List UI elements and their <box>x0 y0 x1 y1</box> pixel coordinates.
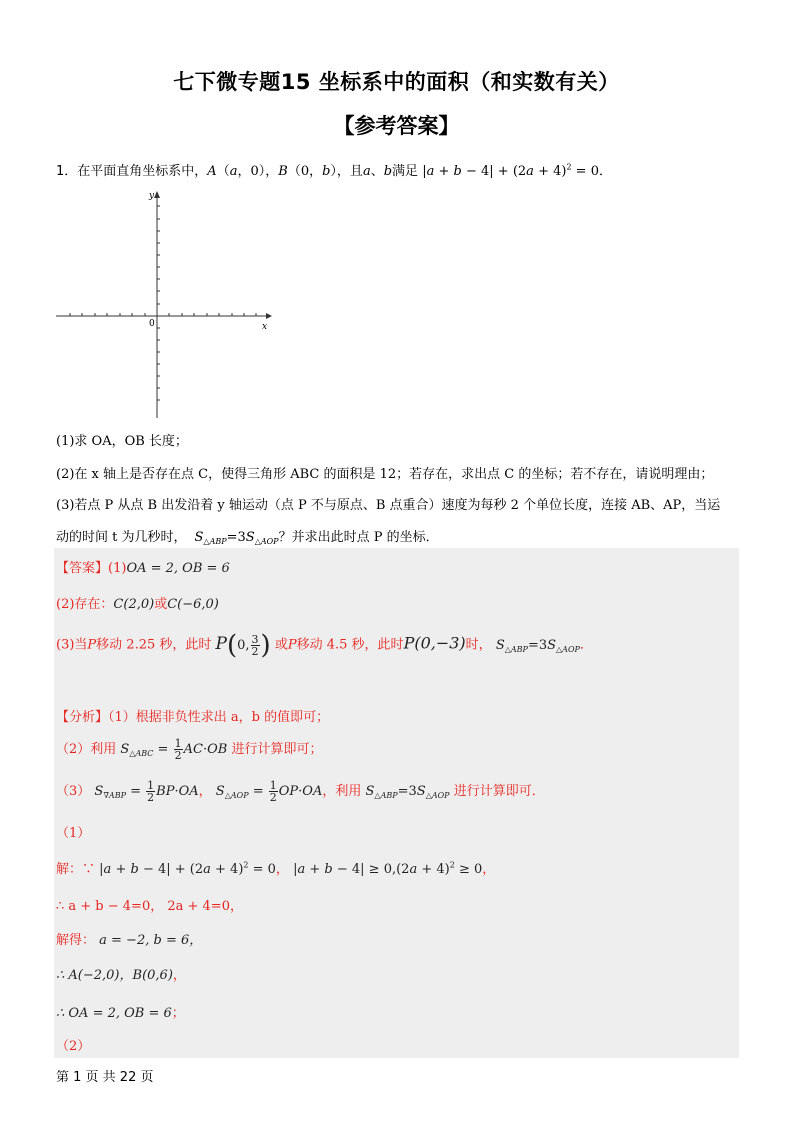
question-stem: 1．在平面直角坐标系中，A（a，0），B（0，b），且a、b满足 $|a + b - 4| + (2a + 4)^2 = 0$． <box>56 162 612 179</box>
x-axis-label: x <box>262 322 268 332</box>
answer-line-2: (2)存在：C(2,0)或C(−6,0) <box>56 597 219 612</box>
y-axis-arrow <box>154 191 160 198</box>
solution-line-2: ∴ a + b − 4=0， 2a + 4=0， <box>56 899 243 914</box>
answer-line-3: (3)当P移动 2.25 秒，此时 P(0, $\frac{3}{2}$ ) 或P移动 4.5 秒，此时P(0,−3)时， $S_{\triangle ABP}=3S_{\triangle AOP}$． <box>56 630 593 660</box>
page-footer: 第 1 页 共 22 页 <box>56 1070 154 1085</box>
sub-question-1: (1)求 OA，OB 长度； <box>56 434 188 449</box>
sub-question-2: (2)在 x 轴上是否存在点 C，使得三角形 ABC 的面积是 12；若存在，求出点 C 的坐标；若不存在，请说明理由； <box>56 467 714 482</box>
part-2-label: （2） <box>56 1039 91 1054</box>
solution-line-1: 解：∵ $|a + b - 4| + (2a + 4)^2 = 0$， $|a + b - 4| \ge 0,(2a + 4)^2 \ge 0$， <box>56 860 496 877</box>
sub-question-3-line1: (3)若点 P 从点 B 出发沿着 y 轴运动（点 P 不与原点、B 点重合）速度为每秒 2 个单位长度，连接 AB、AP，当运 <box>56 498 721 513</box>
area-formula-abc: $S_{\triangle ABC}$ = $\frac{1}{2}$ AC·OB <box>120 737 228 762</box>
coordinate-graph <box>56 188 276 420</box>
sub-question-3-line2: 动的时间 t 为几秒时， $S_{\triangle ABP}=3S_{\triangle AOP}$？并求出此时点 P 的坐标． <box>56 530 439 546</box>
solution-line-3: 解得： a = −2, b = 6， <box>56 933 203 948</box>
solution-line-4: ∴ A(−2,0)，B(0,6)， <box>56 968 186 983</box>
page-title: 七下微专题15 坐标系中的面积（和实数有关） <box>173 70 620 94</box>
condition-equation: $|a + b - 4| + (2a + 4)^2 = 0$ <box>422 162 599 179</box>
x-axis-arrow <box>266 313 272 319</box>
y-axis-label: y <box>149 191 155 201</box>
analysis-line-3: （3） $S_{\nabla ABP}$ = $\frac{1}{2}$ BP·OA， $S_{\triangle AOP}$ = $\frac{1}{2}$ OP·OA，利用 $S_{\triangle ABP}=3S_{\triangle AOP}$ 进行计算即可． <box>56 779 545 804</box>
part-1-label: （1） <box>56 826 91 841</box>
answer-line-1: 【答案】(1)OA = 2, OB = 6 <box>56 561 230 576</box>
point-p1: P(0, $\frac{3}{2}$ ) <box>215 630 271 660</box>
origin-label: 0 <box>149 319 155 329</box>
answer-area-relation: $S_{\triangle ABP}=3S_{\triangle AOP}$ <box>495 637 580 654</box>
analysis-line-1: 【分析】（1）根据非负性求出 a，b 的值即可； <box>56 710 330 725</box>
solution-line-5: ∴ OA = 2, OB = 6； <box>56 1006 185 1021</box>
area-formula-aop: $S_{\triangle AOP}$ = $\frac{1}{2}$ OP·OA <box>215 779 323 804</box>
analysis-line-2: （2）利用 $S_{\triangle ABC}$ = $\frac{1}{2}$ AC·OB 进行计算即可； <box>56 737 323 762</box>
page-subtitle: 【参考答案】 <box>333 114 460 138</box>
area-relation: $S_{\triangle ABP}=3S_{\triangle AOP}$ <box>194 530 279 546</box>
area-formula-abp: $S_{\nabla ABP}$ = $\frac{1}{2}$ BP·OA <box>94 779 199 804</box>
